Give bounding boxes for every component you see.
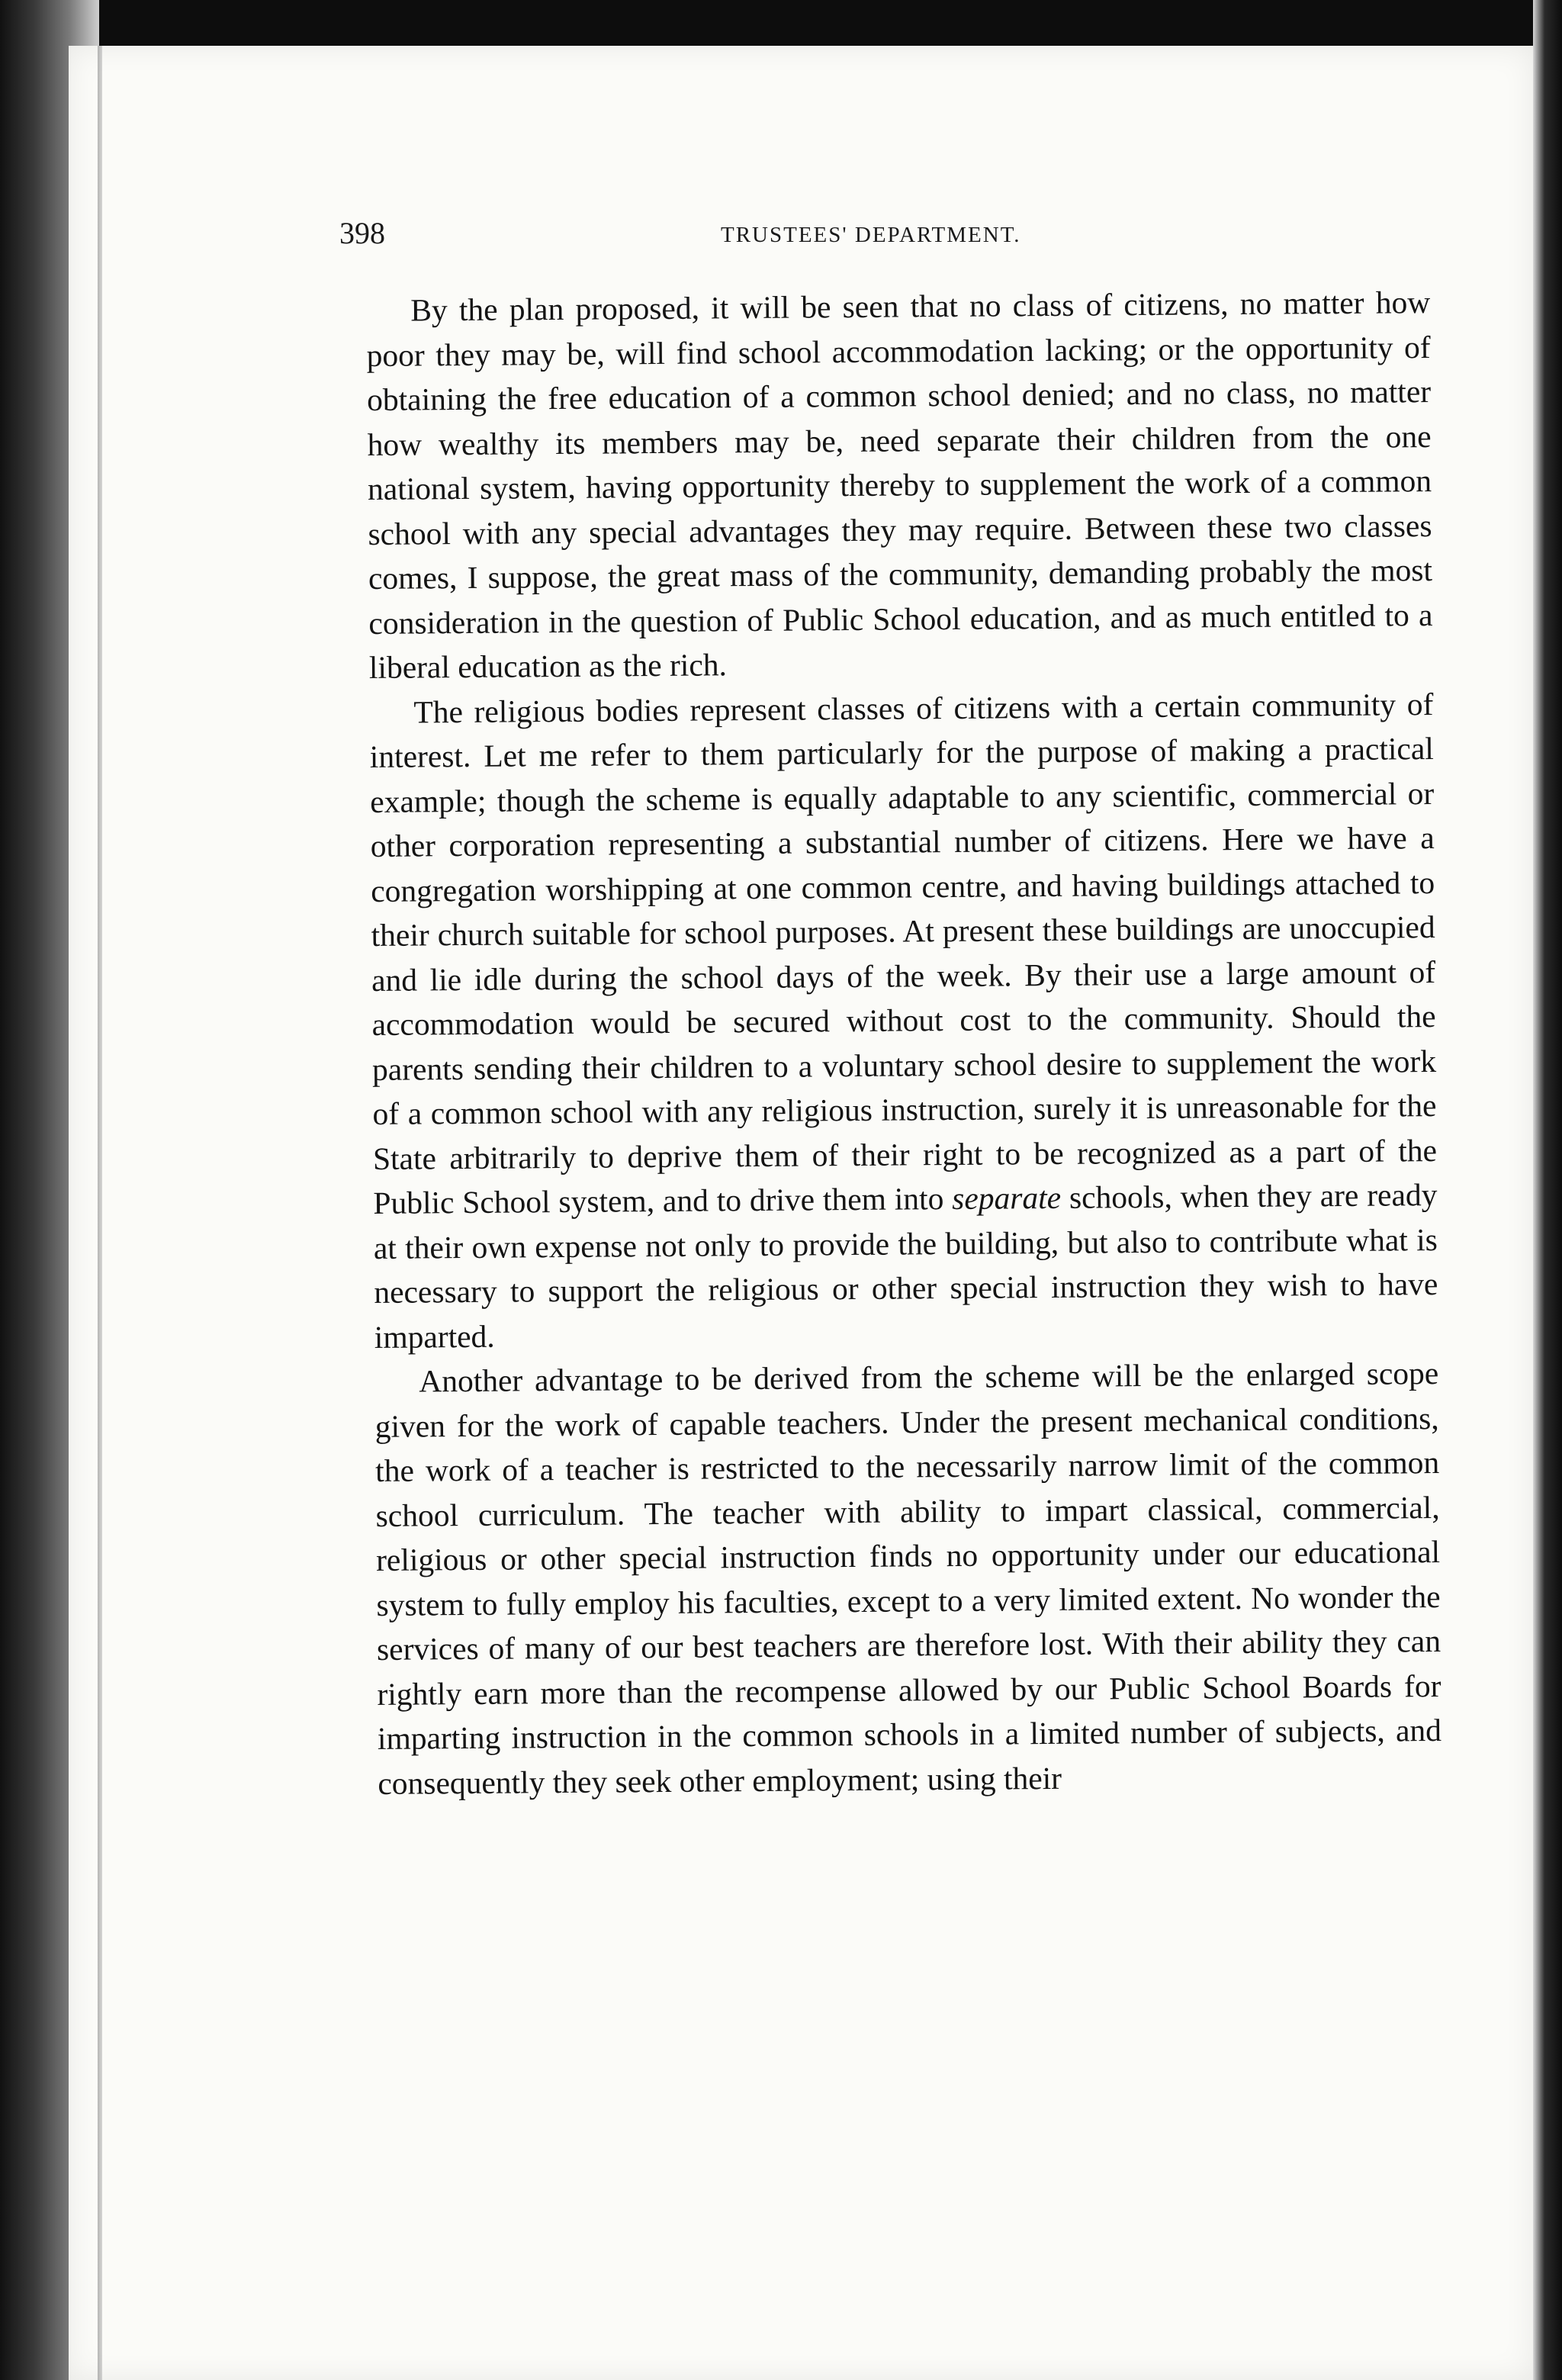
paragraph-2-text-after: schools, when they are ready at their own expense not only to provide the building, but also to contribute what is necessary to support the religious or other special instruction they wish to have imparted.	[373, 1177, 1438, 1355]
page-gutter	[98, 46, 102, 2380]
paragraph-2-italic: separate	[952, 1179, 1062, 1217]
body-text	[366, 280, 1442, 1806]
paragraph-2-text-before: The religious bodies represent classes of citizens with a certain community of interest. Let me refer to them particularly for the purpose of making a practical example; though the scheme is equally adaptable to any scientific, commercial or other corporation representing a substantial number of citizens. Here we have a congregation worshipping at one common centre, and having buildings attached to their church suitable for school purposes. At present these buildings are unoccupied and lie idle during the school days of the week. By their use a large amount of accommodation would be secured without cost to the community. Should the parents sending their children to a voluntary school desire to supplement the work of a common school with any religious instruction, surely it is unreasonable for the State arbitrarily to deprive them of their right to be recognized as a part of the Public School system, and to drive them into	[369, 686, 1438, 1221]
paragraph-3: Another advantage to be derived from the scheme will be the enlarged scope given for the work of capable teachers. Under the present mechanical conditions, the work of a teacher is restricted to the necessarily narrow limit of the common school curriculum. The teacher with ability to impart classical, commercial, religious or other special instruction finds no opportunity under our educational system to fully employ his faculties, except to a very limited extent. No wonder the services of many of our best teachers are therefore lost. With their ability they can rightly earn more than the recompense allowed by our Public School Boards for imparting instruction in the common schools in a limited number of subjects, and consequently they seek other employment; using their	[374, 1356, 1442, 1801]
page-header	[339, 215, 1422, 261]
paragraph-1: By the plan proposed, it will be seen that no class of citizens, no matter how poor they may be, will find school accommodation lacking; or the opportunity of obtaining the free education of a common school denied; and no class, no matter how wealthy its members may be, need separate their children from the one national system, having opportunity thereby to supplement the work of a common school with any special advantages they may require. Between these two classes comes, I suppose, the great mass of the community, demanding probably the most consideration in the question of Public School education, and as much entitled to a liberal education as the rich.	[366, 285, 1433, 685]
paragraph-2	[369, 682, 1438, 1359]
scan-margin-right	[1533, 0, 1562, 2380]
running-head: TRUSTEES' DEPARTMENT.	[721, 223, 1021, 247]
page-number: 398	[339, 216, 385, 250]
